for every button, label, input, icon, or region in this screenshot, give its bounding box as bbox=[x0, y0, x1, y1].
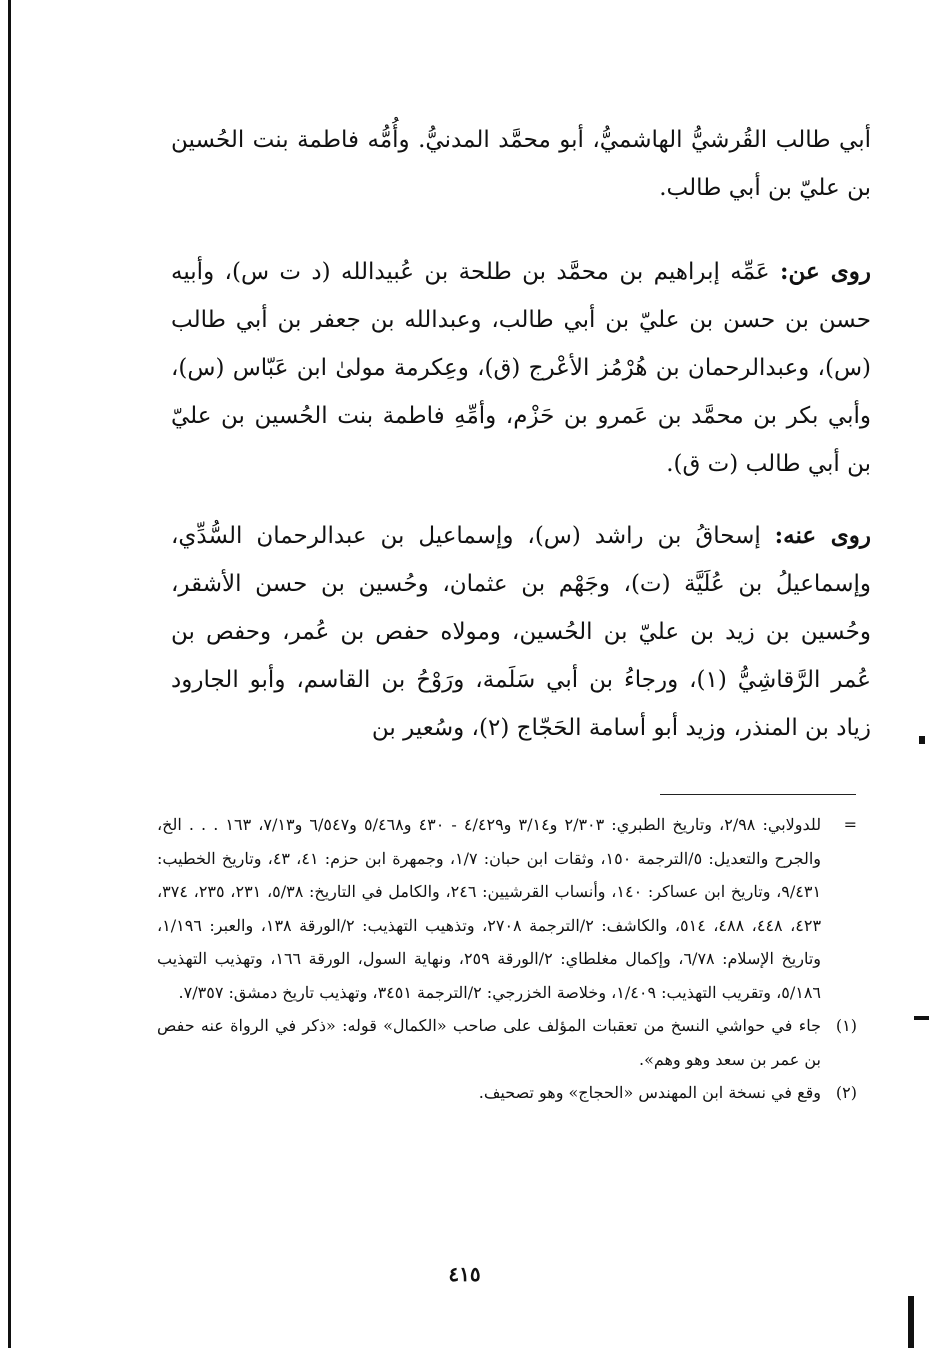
footnote-1 bbox=[157, 1009, 857, 1076]
footnote-continuation bbox=[157, 808, 857, 1009]
body-paragraph-narrated-by bbox=[171, 512, 871, 752]
paragraph-text: أبي طالب القُرشيُّ الهاشميُّ، أبو محمَّد المدنيُّ. وأُمُّه فاطمة بنت الحُسين بن عليّ بن أبي طالب. bbox=[171, 127, 871, 201]
footnotes bbox=[157, 808, 857, 1110]
footnote-2 bbox=[157, 1076, 857, 1110]
page-number: ٤١٥ bbox=[448, 1262, 481, 1286]
footnote-text: للدولابي: ٢/٩٨، وتاريخ الطبري: ٢/٣٠٣ و٣/١٤ و٤/٤٢٩ - ٤٣٠ و٥/٤٦٨ و٦/٥٤٧ و٧/١٣، ١٦٣ . . . الخ، والجرح والتعديل: ٥/الترجمة ١٥٠، وثقات ابن حبان: ١/٧، وجمهرة ابن حزم: ٤١، ٤٣، وتاريخ الخطيب: ٩/٤٣١، وتاريخ ابن عساكر: ١٤٠، وأنساب القرشيين: ٢٤٦، والكامل في التاريخ: ٥/٣٨، ٢٣١، ٢٣٥، ٣٧٤، ٤٢٣، ٤٤٨، ٤٨٨، ٥١٤، والكاشف: ٢/الترجمة ٢٧٠٨، وتذهيب التهذيب: ٢/الورقة ١٣٨، والعبر: ١/١٩٦، وتاريخ الإسلام: ٦/٧٨، وإكمال مغلطاي: ٢/الورقة ٢٥٩، ونهاية السول، الورقة ١٦٦، وتهذيب التهذيب ٥/١٨٦، وتقريب التهذيب: ١/٤٠٩، وخلاصة الخزرجي: ٢/الترجمة ٣٤٥١، وتهذيب تاريخ دمشق: ٧/٣٥٧. bbox=[157, 815, 822, 1002]
body-paragraph-narrated-from bbox=[171, 248, 871, 488]
footnote-mark: (١) bbox=[835, 1016, 857, 1035]
paragraph-text: عَمِّه إبراهيم بن محمَّد بن طلحة بن عُبيدالله (د ت س)، وأبيه حسن بن حسن بن عليّ بن أبي طالب، وعبدالله بن جعفر بن أبي طالب (س)، وعبدالرحمان بن هُرْمُز الأعْرج (ق)، وعِكرمة مولىٰ ابن عَبّاس (س)، وأبي بكر بن محمَّد بن عَمرو بن حَزْم، وأمِّهِ فاطمة بنت الحُسين بن عليّ بن أبي طالب (ت ق). bbox=[171, 259, 871, 477]
footnote-text: جاء في حواشي النسخ من تعقبات المؤلف على صاحب «الكمال» قوله: «ذكر في الرواة عنه حفص بن عمر بن سعد وهو وهم». bbox=[157, 1016, 822, 1069]
footnote-mark: = bbox=[843, 815, 857, 834]
footnote-mark: (٢) bbox=[835, 1083, 857, 1102]
paragraph-lead: روى عن: bbox=[779, 258, 871, 285]
footnote-separator bbox=[660, 794, 856, 795]
paragraph-lead: روى عنه: bbox=[774, 522, 871, 549]
scan-edge-mark bbox=[914, 1016, 929, 1020]
paragraph-text: إسحاقُ بن راشد (س)، وإسماعيل بن عبدالرحمان السُّدِّي، وإسماعيلُ بن عُلَيَّة (ت)، وجَهْم بن عثمان، وحُسين بن حسن الأشقر، وحُسين بن زيد بن عليّ بن الحُسين، ومولاه حفص بن عُمر، وحفص بن عُمر الرَّقاشِيُّ (١)، ورجاءُ بن أبي سَلَمة، ورَوْحُ بن القاسم، وأبو الجارود زياد بن المنذر، وزيد أبو أسامة الحَجّاج (٢)، وسُعير بن bbox=[171, 523, 871, 741]
scan-edge-mark bbox=[919, 736, 925, 744]
scan-edge-line bbox=[8, 0, 11, 1348]
scan-edge-mark bbox=[908, 1296, 914, 1348]
footnote-text: وقع في نسخة ابن المهندس «الحجاج» وهو تصحيف. bbox=[478, 1083, 821, 1102]
body-paragraph-1 bbox=[171, 116, 871, 212]
